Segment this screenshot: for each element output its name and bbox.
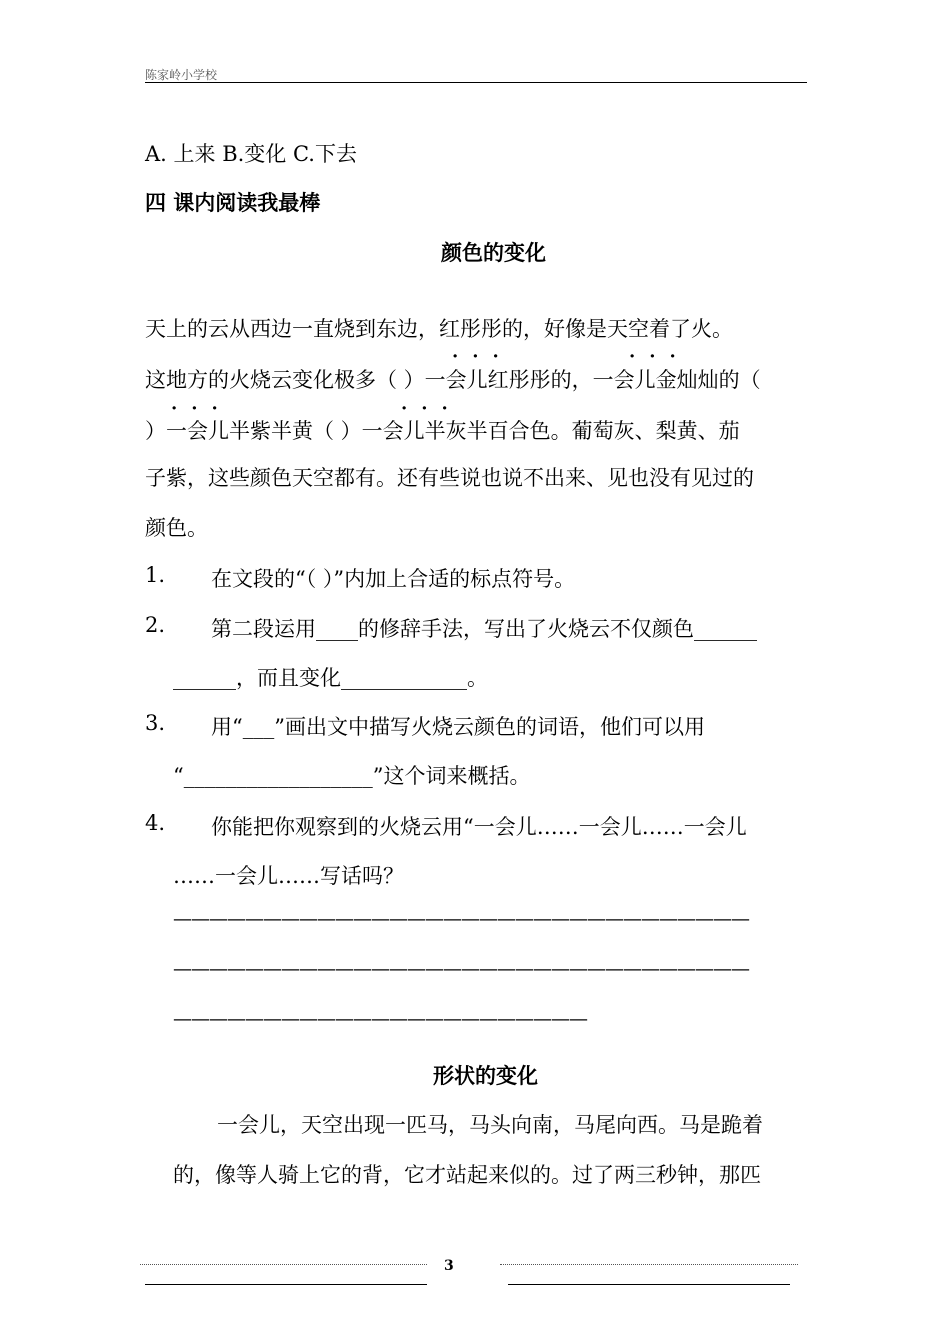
question-2-continuation: ______，而且变化____________。: [173, 666, 488, 690]
passage1-line-1: 天上的云从西边一直烧到东边，红彤彤的，好像是天空着了火。: [145, 317, 733, 341]
answer-line-2[interactable]: ————————————————————————————————: [173, 958, 749, 980]
passage2-title: 形状的变化: [433, 1063, 538, 1088]
footer-rule-left: [145, 1284, 427, 1285]
answer-line-1[interactable]: ————————————————————————————————: [173, 908, 749, 930]
footer-rule-right: [508, 1284, 790, 1285]
passage1-line-5: 颜色。: [145, 516, 208, 540]
question-2-number: 2.: [145, 613, 166, 637]
answer-line-3[interactable]: ———————————————————————: [173, 1008, 587, 1030]
question-4-text: 你能把你观察到的火烧云用“一会儿……一会儿……一会儿: [211, 815, 747, 839]
question-4-continuation: ……一会儿……写话吗？: [173, 864, 404, 888]
question-2-text: 第二段运用____的修辞手法，写出了火烧云不仅颜色______: [211, 617, 757, 641]
question-3-continuation: “__________________”这个词来概括。: [173, 764, 531, 788]
question-3-text: 用“___”画出文中描写火烧云颜色的词语，他们可以用: [211, 715, 705, 739]
passage2-line-1: 一会儿，天空出现一匹马，马头向南，马尾向西。马是跪着: [217, 1113, 763, 1137]
options-line: A. 上来 B.变化 C.下去: [145, 142, 357, 166]
emphasis-dots-3: ···: [171, 398, 232, 419]
passage2-line-2: 的，像等人骑上它的背，它才站起来似的。过了两三秒钟，那匹: [173, 1163, 761, 1187]
footer-dotted-rule-right: [500, 1264, 798, 1265]
passage1-line-2: 这地方的火烧云变化极多（ ）一会儿红彤彤的，一会儿金灿灿的（: [145, 368, 761, 392]
section-title: 四 课内阅读我最棒: [145, 190, 321, 215]
question-3-number: 3.: [145, 711, 166, 735]
emphasis-dots-4: ···: [401, 398, 462, 419]
emphasis-dots-1: ···: [452, 346, 513, 367]
passage1-line-3: ）一会儿半紫半黄（ ）一会儿半灰半百合色。葡萄灰、梨黄、茄: [145, 419, 740, 443]
question-1-number: 1.: [145, 563, 166, 587]
header-rule: [145, 82, 807, 83]
passage1-line-4: 子紫，这些颜色天空都有。还有些说也说不出来、见也没有见过的: [145, 466, 754, 490]
question-4-number: 4.: [145, 811, 166, 835]
emphasis-dots-2: ···: [629, 346, 690, 367]
question-1-text: 在文段的“（ ）”内加上合适的标点符号。: [211, 567, 576, 591]
footer-dotted-rule-left: [140, 1264, 427, 1265]
page-number: 3: [444, 1258, 454, 1274]
header-school-name: 陈家岭小学校: [145, 68, 218, 82]
passage1-title: 颜色的变化: [441, 240, 546, 265]
